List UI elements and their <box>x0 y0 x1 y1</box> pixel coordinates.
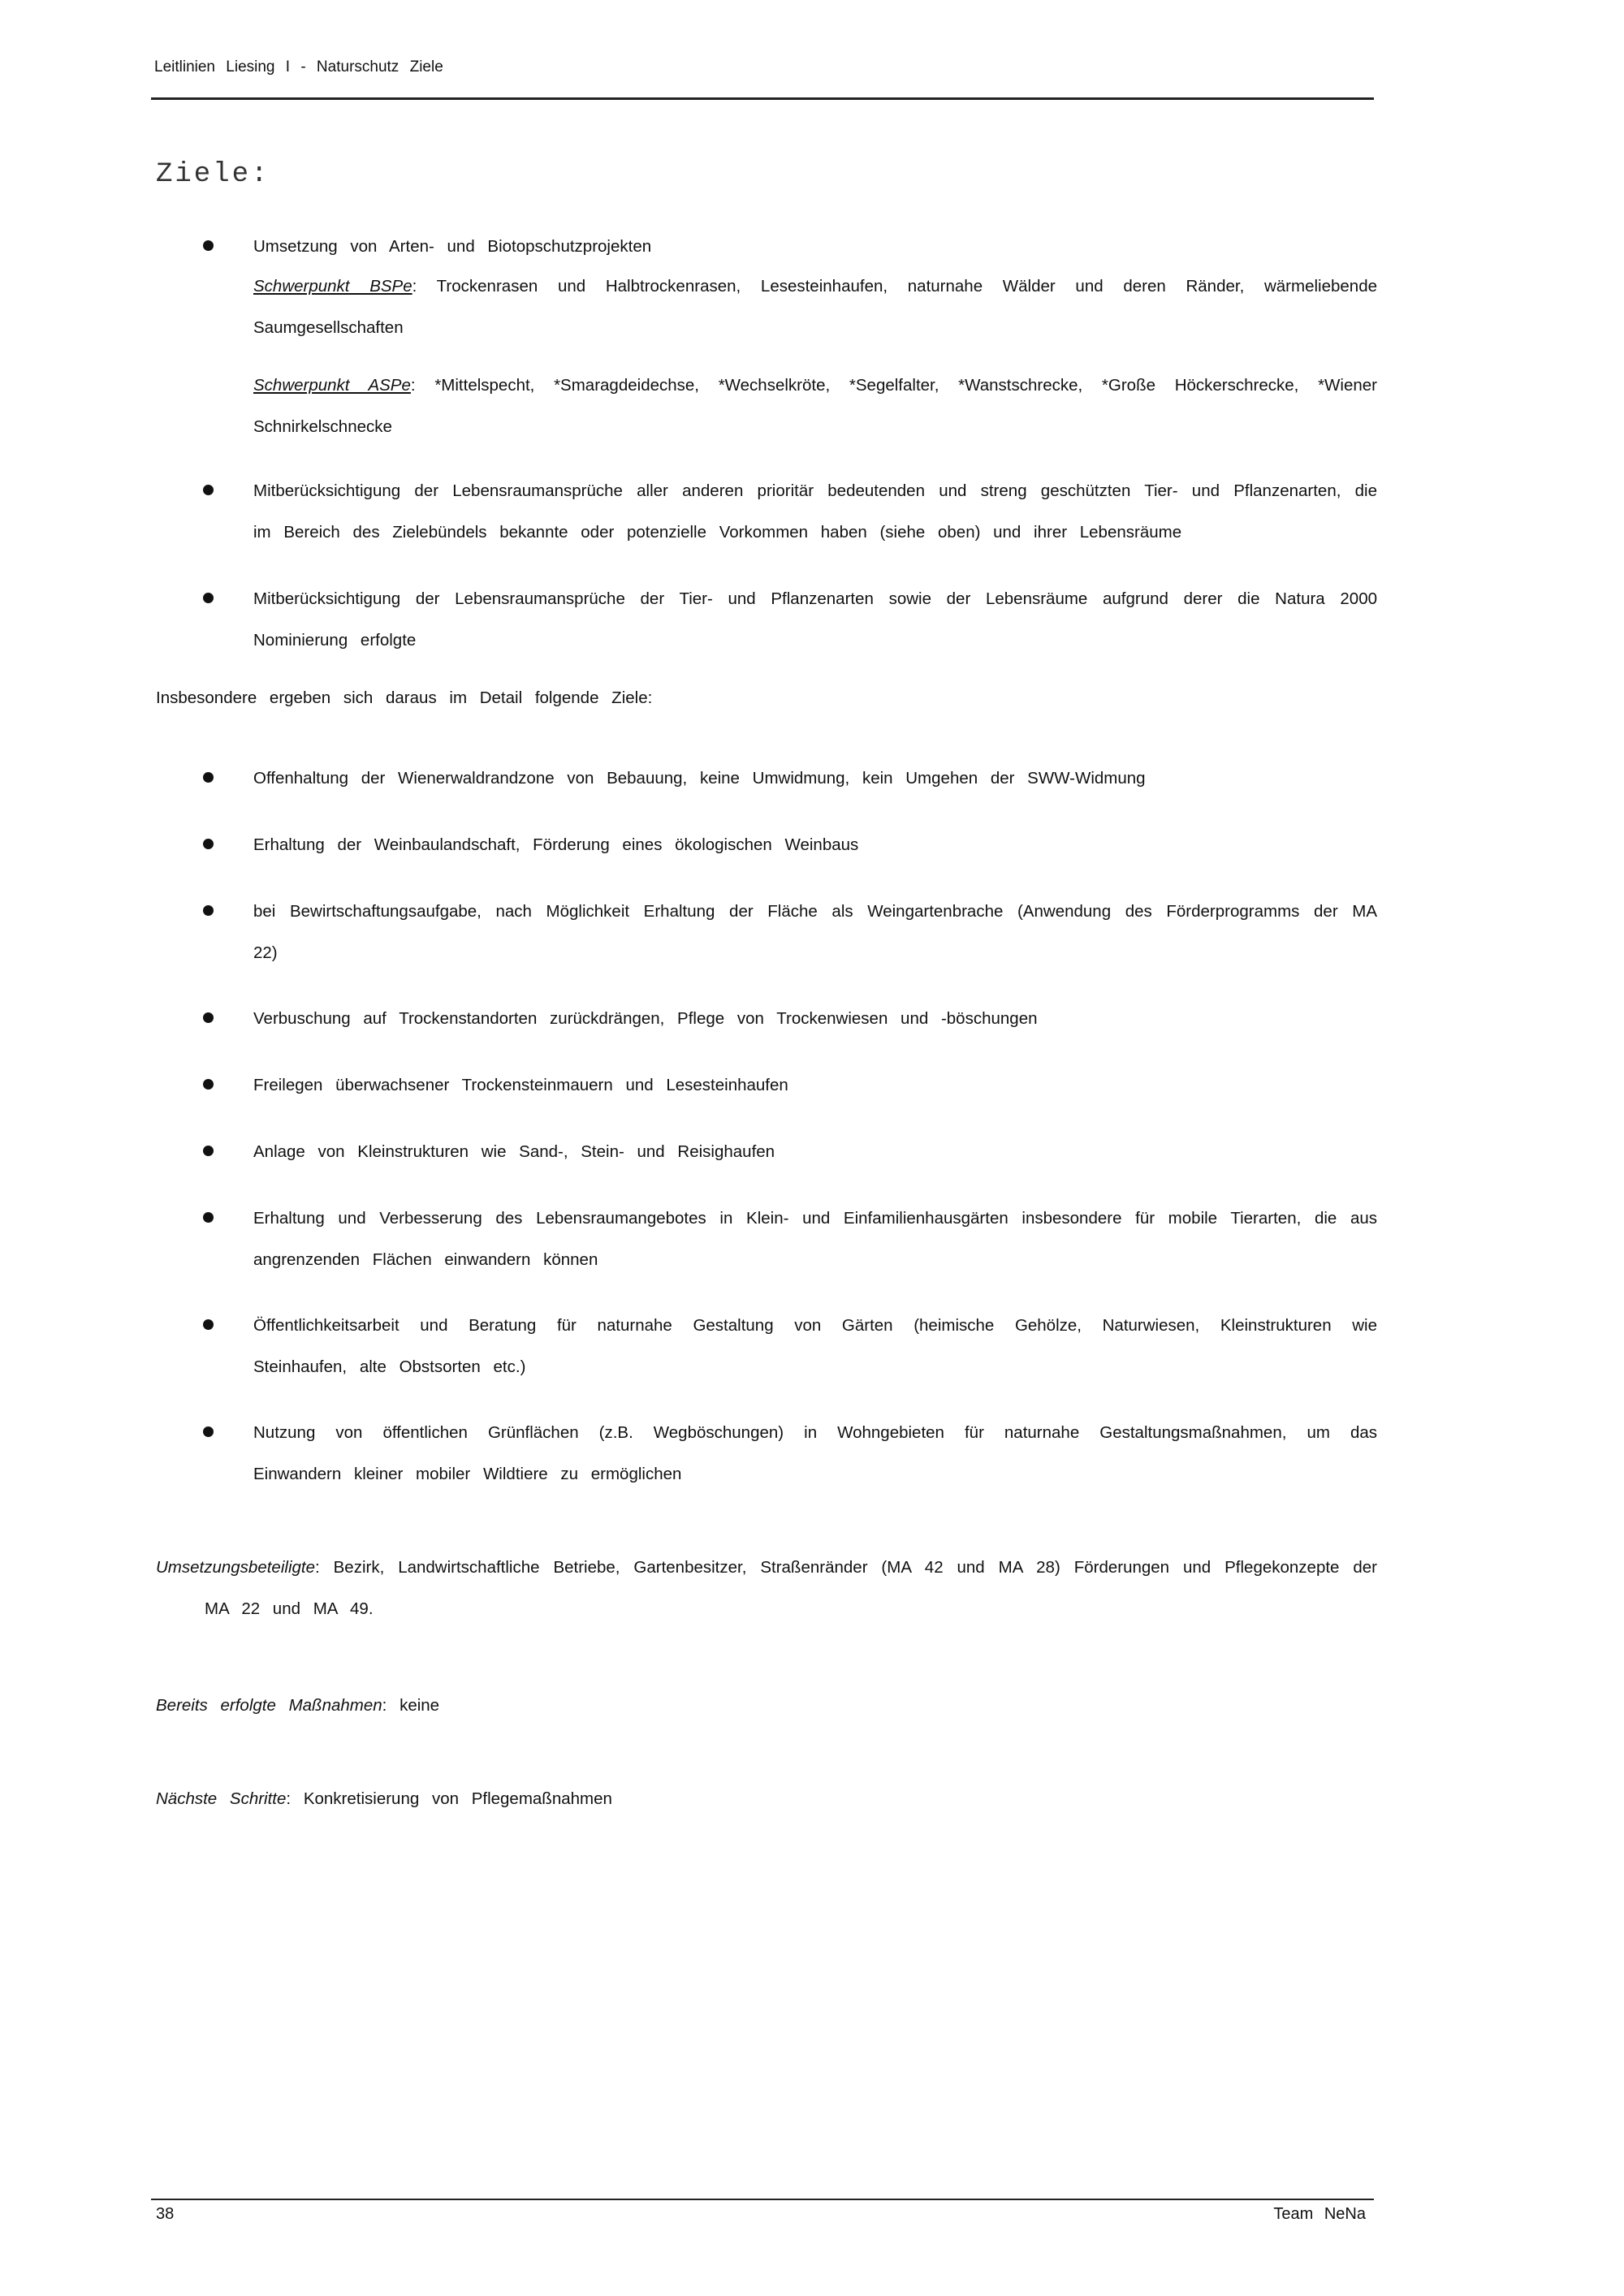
naechste-label: Nächste Schritte <box>156 1789 287 1808</box>
label-colon: : <box>286 1789 304 1808</box>
detail-intro: Insbesondere ergeben sich daraus im Detail folgende Ziele: <box>156 688 653 707</box>
bullet-text: Offenhaltung der Wienerwaldrandzone von Bebauung, keine Umwidmung, kein Umgehen der SWW-Widmung <box>253 769 1146 788</box>
bullet-icon <box>203 1012 214 1023</box>
footer-team: Team NeNa <box>1273 2205 1366 2223</box>
bereits-text: keine <box>400 1696 440 1715</box>
bullet-icon <box>203 905 214 916</box>
bullet-icon <box>203 593 214 603</box>
bullet-item <box>203 757 1377 799</box>
bullet-text: Erhaltung der Weinbaulandschaft, Förderung eines ökologischen Weinbaus <box>253 835 859 854</box>
bullet-text: Verbuschung auf Trockenstandorten zurückdrängen, Pflege von Trockenwiesen und -böschungen <box>253 1009 1038 1028</box>
label-colon: : <box>410 376 435 395</box>
label-colon: : <box>412 277 437 296</box>
footer-rule <box>151 2199 1374 2200</box>
running-header: Leitlinien Liesing I - Naturschutz Ziele <box>154 58 443 76</box>
bullet-icon <box>203 839 214 849</box>
bsp-text: Trockenrasen und Halbtrockenrasen, Lesesteinhaufen, naturnahe Wälder und deren Ränder, wärmeliebende Saumgesellschaften <box>253 277 1377 337</box>
bullet-item <box>203 578 1377 661</box>
bullet-item <box>203 470 1377 553</box>
asp-text: *Mittelspecht, *Smaragdeidechse, *Wechselkröte, *Segelfalter, *Wanstschrecke, *Große Höckerschrecke, *Wiener Schnirkelschnecke <box>253 376 1377 436</box>
bullet-text: Mitberücksichtigung der Lebensraumansprüche aller anderen prioritär bedeutenden und streng geschützten Tier- und Pflanzenarten, die im Bereich des Zielebündels bekannte oder potenzielle Vorkommen haben (siehe oben) und ihrer Lebensräume <box>253 481 1377 542</box>
bullet-item <box>203 1131 1377 1172</box>
bsp-label: Schwerpunkt BSPe <box>253 277 412 296</box>
bereits-label: Bereits erfolgte Maßnahmen <box>156 1696 382 1715</box>
naechste-paragraph <box>156 1778 1377 1819</box>
umsetzung-block <box>156 1547 1377 1629</box>
bullet-text: Erhaltung und Verbesserung des Lebensraumangebotes in Klein- und Einfamilienhausgärten insbesondere für mobile Tierarten, die aus angrenzenden Flächen einwandern können <box>253 1209 1377 1269</box>
header-rule <box>151 97 1374 100</box>
umsetzung-label: Umsetzungsbeteiligte <box>156 1558 315 1577</box>
section-heading: Ziele: <box>156 159 270 190</box>
bullet-icon <box>203 485 214 495</box>
bullet-icon <box>203 1212 214 1223</box>
bullet-text: Umsetzung von Arten- und Biotopschutzprojekten <box>253 237 652 256</box>
bullet-icon <box>203 1079 214 1090</box>
page-number: 38 <box>156 2205 175 2223</box>
bullet-text: Freilegen überwachsener Trockensteinmauern und Lesesteinhaufen <box>253 1076 788 1094</box>
umsetzung-paragraph <box>156 1547 1377 1629</box>
label-colon: : <box>382 1696 400 1715</box>
bullet-text: Öffentlichkeitsarbeit und Beratung für naturnahe Gestaltung von Gärten (heimische Gehölze, Naturwiesen, Kleinstrukturen wie Steinhaufen, alte Obstsorten etc.) <box>253 1316 1377 1376</box>
bullet-item <box>203 1412 1377 1495</box>
label-colon: : <box>315 1558 334 1577</box>
bsp-paragraph <box>253 265 1377 348</box>
bullet-item <box>203 1305 1377 1388</box>
bullet-icon <box>203 772 214 783</box>
bereits-paragraph <box>156 1685 1377 1726</box>
bullet-icon <box>203 1426 214 1437</box>
bullet-text: Nutzung von öffentlichen Grünflächen (z.B. Wegböschungen) in Wohngebieten für naturnahe Gestaltungsmaßnahmen, um das Einwandern kleiner mobiler Wildtiere zu ermöglichen <box>253 1423 1377 1483</box>
bullet-text: bei Bewirtschaftungsaufgabe, nach Möglichkeit Erhaltung der Fläche als Weingartenbrache (Anwendung des Förderprogramms der MA 22) <box>253 902 1377 962</box>
umsetzung-text: Bezirk, Landwirtschaftliche Betriebe, Gartenbesitzer, Straßenränder (MA 42 und MA 28) Förderungen und Pflegekonzepte der MA 22 und MA 49. <box>205 1558 1377 1618</box>
bullet-item <box>203 891 1377 973</box>
bullet-item <box>203 1064 1377 1106</box>
bullet-text: Anlage von Kleinstrukturen wie Sand-, Stein- und Reisighaufen <box>253 1142 775 1161</box>
bullet-item <box>203 998 1377 1039</box>
bullet-item <box>203 226 1377 267</box>
bullet-icon <box>203 1319 214 1330</box>
bullet-item <box>203 824 1377 865</box>
bullet-icon <box>203 1146 214 1156</box>
naechste-text: Konkretisierung von Pflegemaßnahmen <box>303 1789 612 1808</box>
asp-paragraph <box>253 365 1377 447</box>
asp-label: Schwerpunkt ASPe <box>253 376 411 395</box>
bullet-icon <box>203 240 214 251</box>
bullet-text: Mitberücksichtigung der Lebensraumansprüche der Tier- und Pflanzenarten sowie der Lebensräume aufgrund derer die Natura 2000 Nominierung erfolgte <box>253 589 1377 650</box>
bullet-item <box>203 1198 1377 1280</box>
